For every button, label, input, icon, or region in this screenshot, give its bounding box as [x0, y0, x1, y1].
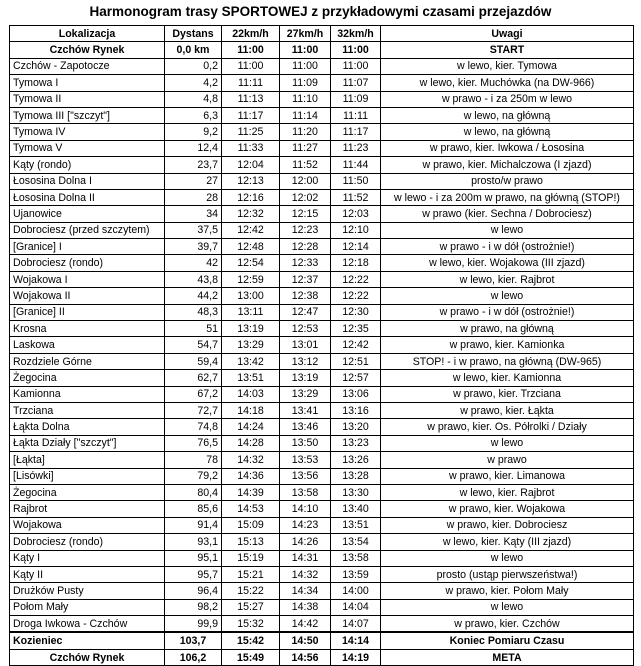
location-cell: Rozdziele Górne: [10, 353, 165, 369]
distance-cell: 34: [165, 206, 222, 222]
location-cell: Wojakowa: [10, 517, 165, 533]
time-22kmh-cell: 14:32: [222, 452, 280, 468]
notes-cell: w lewo: [381, 288, 634, 304]
time-27kmh-cell: 12:37: [280, 271, 331, 287]
table-row: [10, 173, 634, 189]
notes-cell: w prawo - i za 250m w lewo: [381, 91, 634, 107]
distance-cell: 93,1: [165, 534, 222, 550]
col-header-27kmh: 27km/h: [280, 26, 331, 42]
table-row: [10, 484, 634, 500]
notes-cell: w prawo, kier. Limanowa: [381, 468, 634, 484]
time-22kmh-cell: 13:00: [222, 288, 280, 304]
table-row: [10, 517, 634, 533]
time-32kmh-cell: 13:06: [331, 386, 381, 402]
time-22kmh-cell: 12:04: [222, 157, 280, 173]
table-row: [10, 632, 634, 649]
time-32kmh-cell: 12:18: [331, 255, 381, 271]
notes-cell: w prawo, kier. Połom Mały: [381, 583, 634, 599]
distance-cell: 103,7: [165, 632, 222, 649]
time-27kmh-cell: 14:26: [280, 534, 331, 550]
time-32kmh-cell: 11:52: [331, 189, 381, 205]
notes-cell: w prawo, kier. Os. Półrolki / Działy: [381, 419, 634, 435]
time-32kmh-cell: 12:35: [331, 321, 381, 337]
location-cell: Kąty (rondo): [10, 157, 165, 173]
location-cell: Czchów Rynek: [10, 649, 165, 665]
table-row: [10, 42, 634, 58]
time-32kmh-cell: 12:42: [331, 337, 381, 353]
col-header-32kmh: 32km/h: [331, 26, 381, 42]
notes-cell: w lewo, kier. Kamionna: [381, 370, 634, 386]
table-row: [10, 402, 634, 418]
distance-cell: 78: [165, 452, 222, 468]
time-27kmh-cell: 11:20: [280, 124, 331, 140]
notes-cell: w lewo, kier. Muchówka (na DW-966): [381, 75, 634, 91]
location-cell: [Granice] I: [10, 239, 165, 255]
location-cell: Rajbrot: [10, 501, 165, 517]
distance-cell: 74,8: [165, 419, 222, 435]
notes-cell: w lewo: [381, 550, 634, 566]
location-cell: Łososina Dolna I: [10, 173, 165, 189]
table-row: [10, 91, 634, 107]
location-cell: Czchów - Zapotocze: [10, 58, 165, 74]
time-22kmh-cell: 13:42: [222, 353, 280, 369]
location-cell: Dobrociesz (rondo): [10, 255, 165, 271]
time-22kmh-cell: 11:00: [222, 42, 280, 58]
notes-cell: Koniec Pomiaru Czasu: [381, 632, 634, 649]
location-cell: Łąkta Dolna: [10, 419, 165, 435]
table-row: [10, 452, 634, 468]
location-cell: Wojakowa II: [10, 288, 165, 304]
distance-cell: 62,7: [165, 370, 222, 386]
notes-cell: w prawo: [381, 452, 634, 468]
time-32kmh-cell: 12:03: [331, 206, 381, 222]
time-32kmh-cell: 13:40: [331, 501, 381, 517]
location-cell: Krosna: [10, 321, 165, 337]
time-27kmh-cell: 14:50: [280, 632, 331, 649]
distance-cell: 72,7: [165, 402, 222, 418]
table-row: [10, 599, 634, 615]
time-27kmh-cell: 12:38: [280, 288, 331, 304]
time-32kmh-cell: 12:30: [331, 304, 381, 320]
distance-cell: 95,1: [165, 550, 222, 566]
time-27kmh-cell: 14:42: [280, 616, 331, 633]
location-cell: Kąty II: [10, 566, 165, 582]
notes-cell: w prawo - i w dół (ostrożnie!): [381, 239, 634, 255]
time-32kmh-cell: 13:23: [331, 435, 381, 451]
time-32kmh-cell: 14:14: [331, 632, 381, 649]
table-row: [10, 255, 634, 271]
time-32kmh-cell: 11:07: [331, 75, 381, 91]
time-27kmh-cell: 11:52: [280, 157, 331, 173]
time-22kmh-cell: 15:21: [222, 566, 280, 582]
distance-cell: 43,8: [165, 271, 222, 287]
time-22kmh-cell: 14:39: [222, 484, 280, 500]
location-cell: Ujanowice: [10, 206, 165, 222]
distance-cell: 54,7: [165, 337, 222, 353]
time-32kmh-cell: 11:00: [331, 42, 381, 58]
location-cell: Drużków Pusty: [10, 583, 165, 599]
notes-cell: w lewo: [381, 599, 634, 615]
location-cell: [Łąkta]: [10, 452, 165, 468]
time-27kmh-cell: 12:02: [280, 189, 331, 205]
location-cell: Kozieniec: [10, 632, 165, 649]
col-header-22kmh: 22km/h: [222, 26, 280, 42]
distance-cell: 4,2: [165, 75, 222, 91]
table-row: [10, 206, 634, 222]
time-22kmh-cell: 13:51: [222, 370, 280, 386]
notes-cell: w prawo, kier. Łąkta: [381, 402, 634, 418]
distance-cell: 80,4: [165, 484, 222, 500]
distance-cell: 23,7: [165, 157, 222, 173]
distance-cell: 106,2: [165, 649, 222, 665]
distance-cell: 0,2: [165, 58, 222, 74]
notes-cell: META: [381, 649, 634, 665]
time-22kmh-cell: 12:48: [222, 239, 280, 255]
time-22kmh-cell: 13:19: [222, 321, 280, 337]
location-cell: Tymowa I: [10, 75, 165, 91]
location-cell: [Granice] II: [10, 304, 165, 320]
location-cell: Tymowa IV: [10, 124, 165, 140]
notes-cell: w prawo, kier. Czchów: [381, 616, 634, 633]
time-27kmh-cell: 11:09: [280, 75, 331, 91]
table-row: [10, 222, 634, 238]
time-32kmh-cell: 11:23: [331, 140, 381, 156]
distance-cell: 44,2: [165, 288, 222, 304]
table-row: [10, 468, 634, 484]
time-27kmh-cell: 13:12: [280, 353, 331, 369]
distance-cell: 99,9: [165, 616, 222, 633]
time-27kmh-cell: 12:23: [280, 222, 331, 238]
time-22kmh-cell: 12:59: [222, 271, 280, 287]
time-22kmh-cell: 14:53: [222, 501, 280, 517]
location-cell: Kąty I: [10, 550, 165, 566]
notes-cell: w prawo (kier. Sechna / Dobrociesz): [381, 206, 634, 222]
notes-cell: w prawo, kier. Michalczowa (I zjazd): [381, 157, 634, 173]
time-27kmh-cell: 11:14: [280, 107, 331, 123]
time-22kmh-cell: 14:36: [222, 468, 280, 484]
location-cell: Laskowa: [10, 337, 165, 353]
time-27kmh-cell: 12:33: [280, 255, 331, 271]
table-row: [10, 288, 634, 304]
distance-cell: 39,7: [165, 239, 222, 255]
distance-cell: 96,4: [165, 583, 222, 599]
time-27kmh-cell: 11:00: [280, 58, 331, 74]
table-row: [10, 616, 634, 633]
time-32kmh-cell: 11:50: [331, 173, 381, 189]
time-22kmh-cell: 11:13: [222, 91, 280, 107]
notes-cell: prosto/w prawo: [381, 173, 634, 189]
time-27kmh-cell: 13:56: [280, 468, 331, 484]
table-row: [10, 304, 634, 320]
distance-cell: 67,2: [165, 386, 222, 402]
time-32kmh-cell: 13:16: [331, 402, 381, 418]
time-22kmh-cell: 15:22: [222, 583, 280, 599]
time-32kmh-cell: 13:58: [331, 550, 381, 566]
notes-cell: w prawo, kier. Kamionka: [381, 337, 634, 353]
time-27kmh-cell: 14:10: [280, 501, 331, 517]
time-32kmh-cell: 13:51: [331, 517, 381, 533]
schedule-table: [9, 25, 634, 666]
table-row: [10, 157, 634, 173]
time-22kmh-cell: 11:33: [222, 140, 280, 156]
distance-cell: 48,3: [165, 304, 222, 320]
time-22kmh-cell: 14:18: [222, 402, 280, 418]
time-32kmh-cell: 12:10: [331, 222, 381, 238]
distance-cell: 95,7: [165, 566, 222, 582]
notes-cell: w lewo, kier. Rajbrot: [381, 271, 634, 287]
notes-cell: w prawo, kier. Dobrociesz: [381, 517, 634, 533]
location-cell: Żegocina: [10, 484, 165, 500]
table-row: [10, 583, 634, 599]
time-22kmh-cell: 15:19: [222, 550, 280, 566]
time-22kmh-cell: 15:42: [222, 632, 280, 649]
time-27kmh-cell: 11:10: [280, 91, 331, 107]
time-22kmh-cell: 13:11: [222, 304, 280, 320]
time-22kmh-cell: 12:32: [222, 206, 280, 222]
notes-cell: w lewo: [381, 222, 634, 238]
distance-cell: 27: [165, 173, 222, 189]
distance-cell: 0,0 km: [165, 42, 222, 58]
time-32kmh-cell: 12:22: [331, 288, 381, 304]
distance-cell: 98,2: [165, 599, 222, 615]
time-22kmh-cell: 11:17: [222, 107, 280, 123]
location-cell: Łąkta Działy ["szczyt"]: [10, 435, 165, 451]
notes-cell: w prawo, kier. Wojakowa: [381, 501, 634, 517]
location-cell: Tymowa V: [10, 140, 165, 156]
notes-cell: STOP! - i w prawo, na główną (DW-965): [381, 353, 634, 369]
notes-cell: w prawo, na główną: [381, 321, 634, 337]
location-cell: Połom Mały: [10, 599, 165, 615]
notes-cell: w lewo, kier. Tymowa: [381, 58, 634, 74]
time-22kmh-cell: 11:00: [222, 58, 280, 74]
time-32kmh-cell: 12:51: [331, 353, 381, 369]
location-cell: Czchów Rynek: [10, 42, 165, 58]
time-22kmh-cell: 15:09: [222, 517, 280, 533]
time-27kmh-cell: 13:19: [280, 370, 331, 386]
notes-cell: prosto (ustąp pierwszeństwa!): [381, 566, 634, 582]
location-cell: Wojakowa I: [10, 271, 165, 287]
time-27kmh-cell: 12:53: [280, 321, 331, 337]
time-32kmh-cell: 13:26: [331, 452, 381, 468]
table-row: [10, 75, 634, 91]
time-32kmh-cell: 13:30: [331, 484, 381, 500]
notes-cell: w lewo, na główną: [381, 107, 634, 123]
time-27kmh-cell: 14:32: [280, 566, 331, 582]
distance-cell: 4,8: [165, 91, 222, 107]
time-22kmh-cell: 14:28: [222, 435, 280, 451]
time-32kmh-cell: 11:17: [331, 124, 381, 140]
table-row: [10, 321, 634, 337]
time-27kmh-cell: 11:27: [280, 140, 331, 156]
time-27kmh-cell: 11:00: [280, 42, 331, 58]
time-32kmh-cell: 13:20: [331, 419, 381, 435]
time-27kmh-cell: 14:56: [280, 649, 331, 665]
distance-cell: 37,5: [165, 222, 222, 238]
distance-cell: 42: [165, 255, 222, 271]
table-row: [10, 534, 634, 550]
table-row: [10, 419, 634, 435]
distance-cell: 59,4: [165, 353, 222, 369]
location-cell: Tymowa II: [10, 91, 165, 107]
time-22kmh-cell: 12:42: [222, 222, 280, 238]
location-cell: Łososina Dolna II: [10, 189, 165, 205]
time-22kmh-cell: 12:13: [222, 173, 280, 189]
time-27kmh-cell: 12:15: [280, 206, 331, 222]
time-27kmh-cell: 13:50: [280, 435, 331, 451]
header-row: [10, 26, 634, 42]
time-32kmh-cell: 13:59: [331, 566, 381, 582]
location-cell: Tymowa III ["szczyt"]: [10, 107, 165, 123]
table-row: [10, 649, 634, 665]
table-row: [10, 386, 634, 402]
location-cell: Żegocina: [10, 370, 165, 386]
location-cell: Droga Iwkowa - Czchów: [10, 616, 165, 633]
distance-cell: 9,2: [165, 124, 222, 140]
table-row: [10, 550, 634, 566]
time-27kmh-cell: 13:41: [280, 402, 331, 418]
time-22kmh-cell: 13:29: [222, 337, 280, 353]
distance-cell: 12,4: [165, 140, 222, 156]
time-22kmh-cell: 12:16: [222, 189, 280, 205]
location-cell: [Lisówki]: [10, 468, 165, 484]
distance-cell: 76,5: [165, 435, 222, 451]
table-row: [10, 189, 634, 205]
time-32kmh-cell: 14:07: [331, 616, 381, 633]
table-row: [10, 501, 634, 517]
time-22kmh-cell: 11:25: [222, 124, 280, 140]
distance-cell: 91,4: [165, 517, 222, 533]
table-row: [10, 370, 634, 386]
location-cell: Trzciana: [10, 402, 165, 418]
time-22kmh-cell: 14:24: [222, 419, 280, 435]
time-22kmh-cell: 12:54: [222, 255, 280, 271]
location-cell: Dobrociesz (przed szczytem): [10, 222, 165, 238]
col-header-distance: Dystans: [165, 26, 222, 42]
time-27kmh-cell: 13:01: [280, 337, 331, 353]
table-row: [10, 435, 634, 451]
time-22kmh-cell: 15:49: [222, 649, 280, 665]
distance-cell: 51: [165, 321, 222, 337]
page-title: Harmonogram trasy SPORTOWEJ z przykładowymi czasami przejazdów: [89, 4, 552, 19]
location-cell: Dobrociesz (rondo): [10, 534, 165, 550]
time-27kmh-cell: 14:23: [280, 517, 331, 533]
time-32kmh-cell: 13:28: [331, 468, 381, 484]
table-row: [10, 124, 634, 140]
time-22kmh-cell: 15:32: [222, 616, 280, 633]
distance-cell: 79,2: [165, 468, 222, 484]
location-cell: Kamionna: [10, 386, 165, 402]
col-header-notes: Uwagi: [381, 26, 634, 42]
time-32kmh-cell: 14:19: [331, 649, 381, 665]
time-22kmh-cell: 14:03: [222, 386, 280, 402]
time-32kmh-cell: 11:09: [331, 91, 381, 107]
table-row: [10, 140, 634, 156]
notes-cell: w lewo, na główną: [381, 124, 634, 140]
time-27kmh-cell: 13:58: [280, 484, 331, 500]
time-32kmh-cell: 12:22: [331, 271, 381, 287]
time-27kmh-cell: 12:00: [280, 173, 331, 189]
notes-cell: w prawo, kier. Iwkowa / Łososina: [381, 140, 634, 156]
distance-cell: 85,6: [165, 501, 222, 517]
time-32kmh-cell: 11:00: [331, 58, 381, 74]
notes-cell: w lewo - i za 200m w prawo, na główną (STOP!): [381, 189, 634, 205]
time-27kmh-cell: 14:34: [280, 583, 331, 599]
time-32kmh-cell: 12:14: [331, 239, 381, 255]
table-row: [10, 271, 634, 287]
table-row: [10, 107, 634, 123]
time-32kmh-cell: 14:04: [331, 599, 381, 615]
table-row: [10, 566, 634, 582]
time-32kmh-cell: 12:57: [331, 370, 381, 386]
time-27kmh-cell: 12:47: [280, 304, 331, 320]
time-22kmh-cell: 15:13: [222, 534, 280, 550]
time-32kmh-cell: 11:44: [331, 157, 381, 173]
time-27kmh-cell: 13:46: [280, 419, 331, 435]
time-27kmh-cell: 14:38: [280, 599, 331, 615]
time-27kmh-cell: 13:29: [280, 386, 331, 402]
notes-cell: w prawo - i w dół (ostrożnie!): [381, 304, 634, 320]
table-row: [10, 353, 634, 369]
notes-cell: w lewo: [381, 435, 634, 451]
notes-cell: w lewo, kier. Rajbrot: [381, 484, 634, 500]
distance-cell: 6,3: [165, 107, 222, 123]
col-header-location: Lokalizacja: [10, 26, 165, 42]
table-row: [10, 337, 634, 353]
time-27kmh-cell: 13:53: [280, 452, 331, 468]
time-22kmh-cell: 15:27: [222, 599, 280, 615]
time-27kmh-cell: 14:31: [280, 550, 331, 566]
time-22kmh-cell: 11:11: [222, 75, 280, 91]
time-32kmh-cell: 14:00: [331, 583, 381, 599]
notes-cell: START: [381, 42, 634, 58]
notes-cell: w prawo, kier. Trzciana: [381, 386, 634, 402]
time-32kmh-cell: 13:54: [331, 534, 381, 550]
table-row: [10, 239, 634, 255]
time-27kmh-cell: 12:28: [280, 239, 331, 255]
notes-cell: w lewo, kier. Wojakowa (III zjazd): [381, 255, 634, 271]
notes-cell: w lewo, kier. Kąty (III zjazd): [381, 534, 634, 550]
time-32kmh-cell: 11:11: [331, 107, 381, 123]
table-row: [10, 58, 634, 74]
distance-cell: 28: [165, 189, 222, 205]
